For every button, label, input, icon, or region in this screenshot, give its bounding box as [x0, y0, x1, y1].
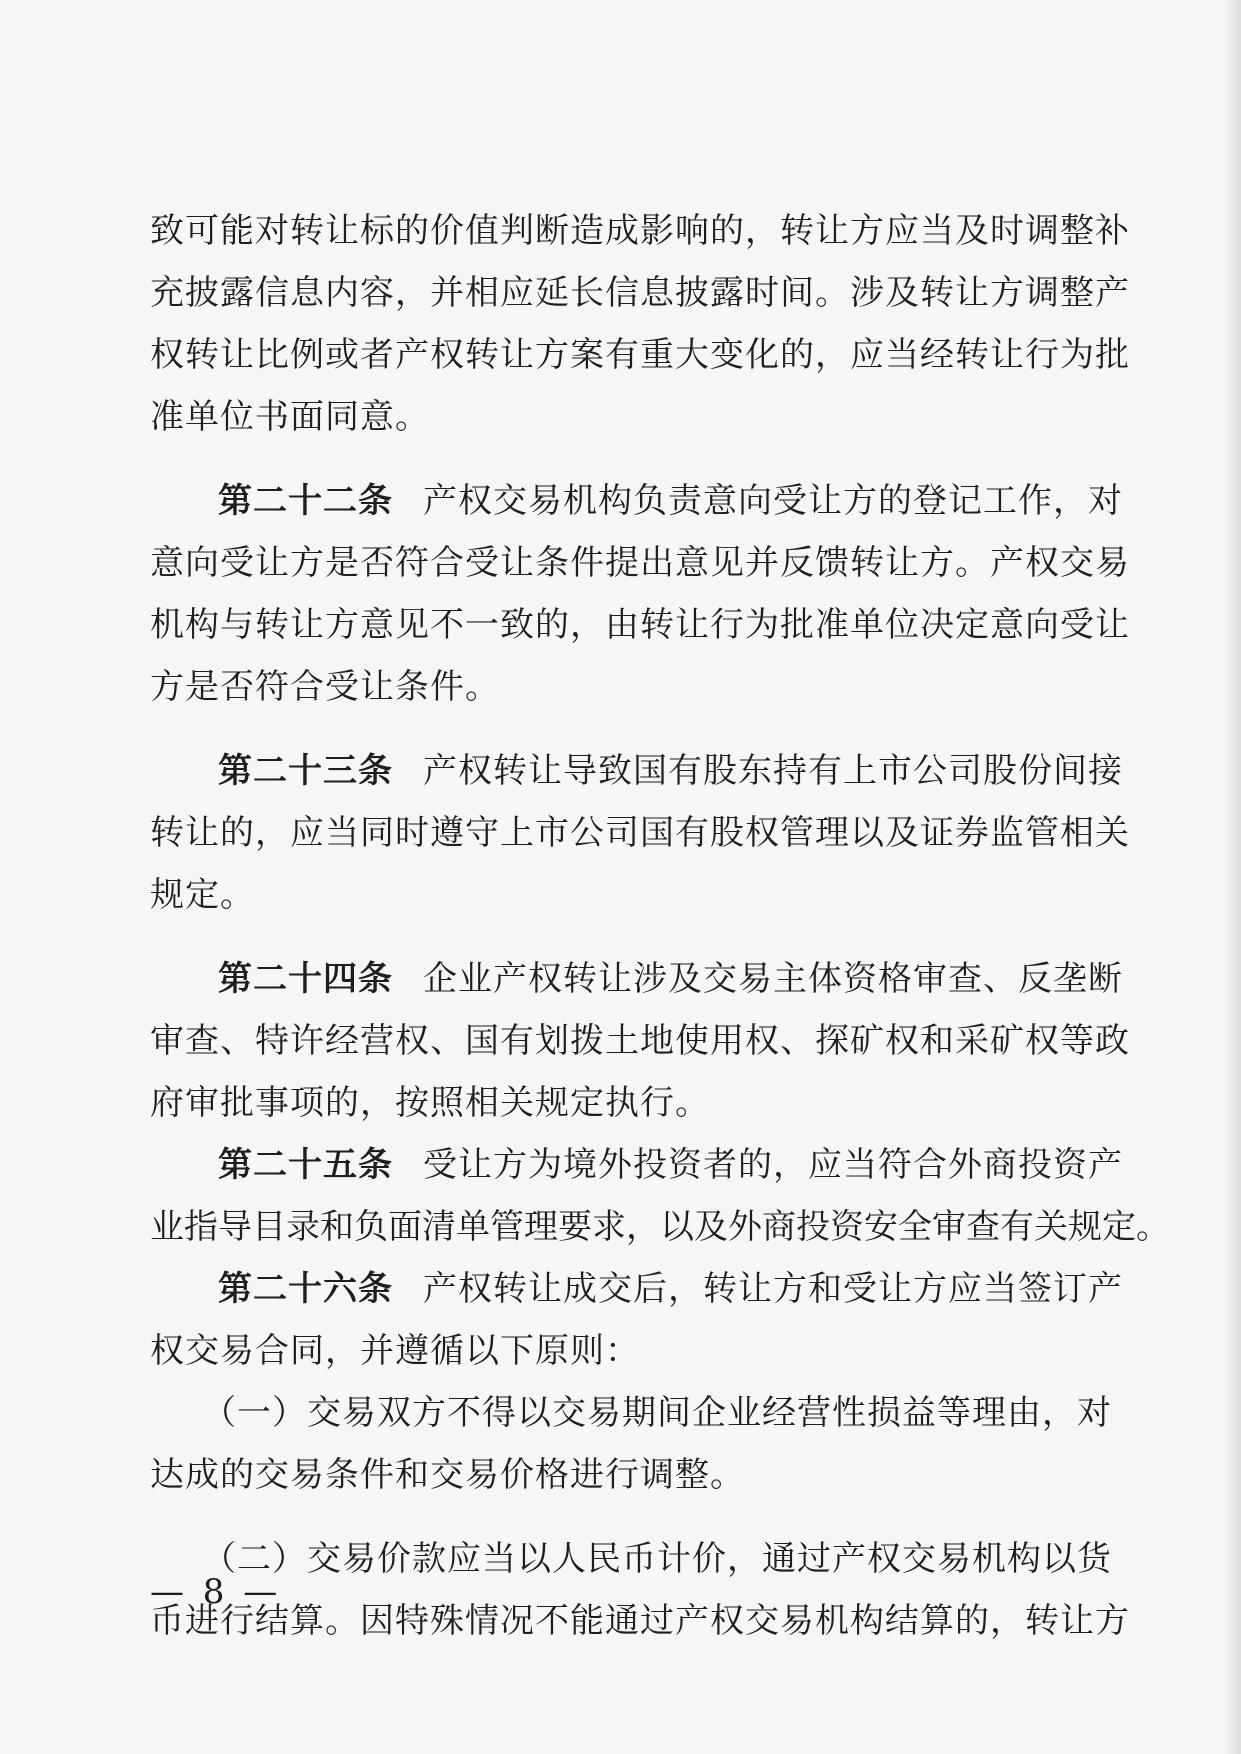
line-text: 权转让比例或者产权转让方案有重大变化的，应当经转让行为批 [150, 335, 1130, 375]
line-text: 致可能对转让标的价值判断造成影响的，转让方应当及时调整补 [150, 211, 1130, 251]
text-line [150, 1444, 1080, 1506]
article-heading: 第二十六条 [218, 1269, 393, 1309]
article-24-line [150, 948, 1123, 1010]
text-line [150, 594, 1130, 656]
page-edge-shadow [1223, 0, 1241, 1754]
line-text: 业指导目录和负面清单管理要求，以及外商投资安全审查有关规定。 [150, 1207, 1170, 1247]
text-line [150, 1010, 1130, 1072]
clause-1-line [150, 1382, 1112, 1444]
text-line [150, 324, 1130, 386]
text-line [150, 864, 1080, 926]
line-text: 产权转让导致国有股东持有上市公司股份间接 [423, 751, 1123, 791]
text-line [150, 1320, 1080, 1382]
line-text: 府审批事项的，按照相关规定执行。 [150, 1083, 710, 1123]
text-line [150, 262, 1130, 324]
text-line [150, 656, 1080, 718]
text-line [150, 532, 1130, 594]
article-heading: 第二十三条 [218, 751, 393, 791]
line-text: （二）交易价款应当以人民币计价，通过产权交易机构以货 [202, 1539, 1112, 1579]
body-text [150, 200, 1170, 1652]
text-line [150, 200, 1130, 262]
line-text: 权交易合同，并遵循以下原则： [150, 1331, 640, 1371]
line-text: 方是否符合受让条件。 [150, 667, 500, 707]
line-text: 审查、特许经营权、国有划拨土地使用权、探矿权和采矿权等政 [150, 1021, 1130, 1061]
line-text: 达成的交易条件和交易价格进行调整。 [150, 1455, 745, 1495]
line-text: 受让方为境外投资者的，应当符合外商投资产 [423, 1145, 1123, 1185]
text-line [150, 802, 1130, 864]
text-line [150, 1590, 1130, 1652]
line-text: 充披露信息内容，并相应延长信息披露时间。涉及转让方调整产 [150, 273, 1130, 313]
text-line [150, 1072, 1080, 1134]
line-text: （一）交易双方不得以交易期间企业经营性损益等理由，对 [202, 1393, 1112, 1433]
article-22-line [150, 470, 1123, 532]
line-text: 意向受让方是否符合受让条件提出意见并反馈转让方。产权交易 [150, 543, 1130, 583]
line-text: 准单位书面同意。 [150, 397, 430, 437]
article-heading: 第二十五条 [218, 1145, 393, 1185]
article-25-line [150, 1134, 1123, 1196]
line-text: 机构与转让方意见不一致的，由转让行为批准单位决定意向受让 [150, 605, 1130, 645]
page-number: — 8 — [150, 1572, 282, 1612]
line-text: 产权转让成交后，转让方和受让方应当签订产 [423, 1269, 1123, 1309]
line-text: 企业产权转让涉及交易主体资格审查、反垄断 [423, 959, 1123, 999]
line-text: 币进行结算。因特殊情况不能通过产权交易机构结算的，转让方 [150, 1601, 1130, 1641]
line-text: 产权交易机构负责意向受让方的登记工作，对 [423, 481, 1123, 521]
text-line [150, 1196, 1170, 1258]
clause-2-line [150, 1528, 1112, 1590]
article-23-line [150, 740, 1123, 802]
article-heading: 第二十四条 [218, 959, 393, 999]
article-26-line [150, 1258, 1123, 1320]
article-heading: 第二十二条 [218, 481, 393, 521]
line-text: 规定。 [150, 875, 255, 915]
line-text: 转让的，应当同时遵守上市公司国有股权管理以及证券监管相关 [150, 813, 1130, 853]
text-line [150, 386, 1080, 448]
